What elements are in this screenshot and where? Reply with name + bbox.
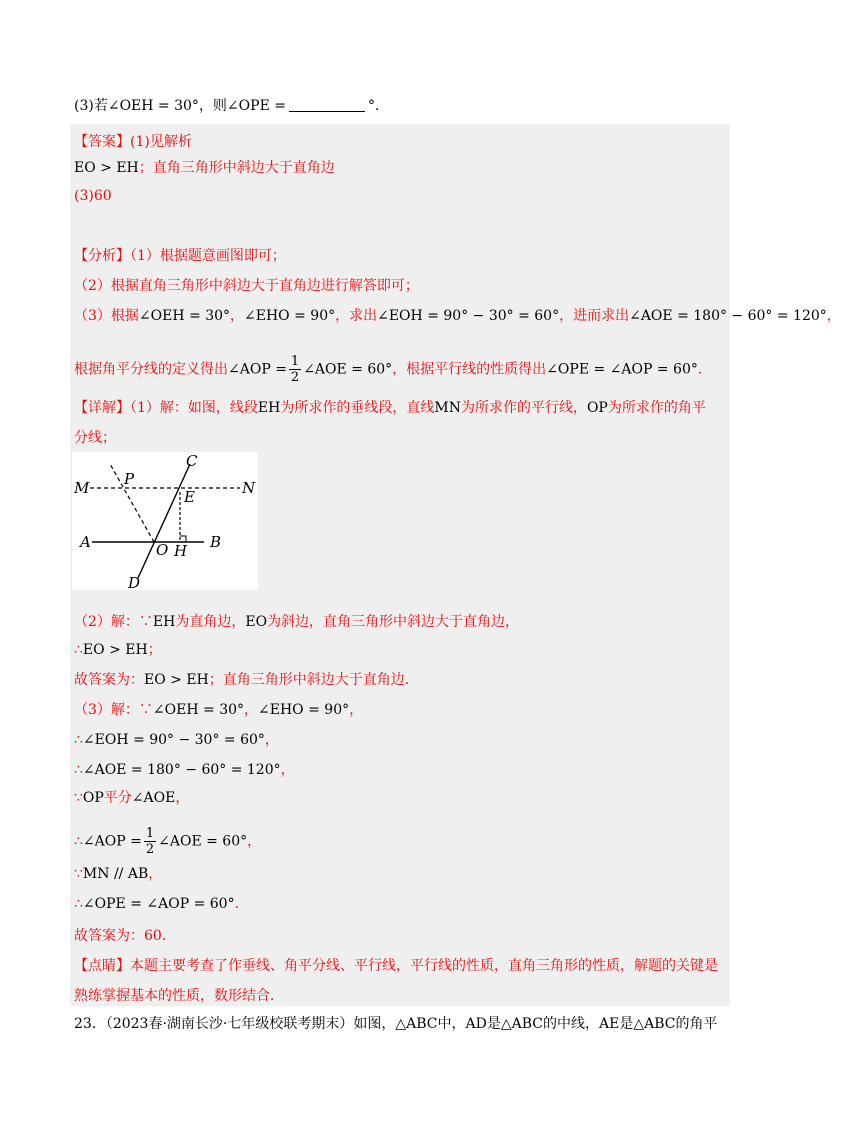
analysis-line-3: （3）根据∠OEH = 30°，∠EHO = 90°，求出∠EOH = 90° − 30° = 60°，进而求出∠AOE = 180° − 60° = 120°，: [74, 308, 841, 324]
detail-tag: 【详解】: [74, 400, 130, 416]
label-d: D: [128, 574, 141, 592]
question-part-3: (3)若∠OEH = 30°，则∠OPE = °．: [74, 98, 389, 114]
label-o: O: [156, 541, 169, 559]
detail-part3-line-6: ∵MN // AB，: [74, 866, 163, 882]
answer-line-2: EO > EH；直角三角形中斜边大于直角边: [74, 160, 335, 176]
detail-part2-line-1: （2）解：∵EH为直角边，EO为斜边，直角三角形中斜边大于直角边，: [74, 614, 520, 630]
label-m: M: [74, 479, 90, 497]
detail-line-1: 【详解】（1）解：如图，线段EH为所求作的垂线段，直线MN为所求作的平行线，OP为所求作的角平: [74, 400, 706, 416]
detail-part3-line-4: ∵OP平分∠AOE，: [74, 790, 190, 806]
detail-part3-line-1: （3）解：∵∠OEH = 30°，∠EHO = 90°，: [74, 702, 364, 718]
detail-part3-line-3: ∴∠AOE = 180° − 60° = 120°，: [74, 762, 295, 778]
comment-line-1: 【点睛】本题主要考查了作垂线、角平分线、平行线，平行线的性质，直角三角形的性质，解题的关键是: [74, 958, 718, 974]
geometry-figure: [72, 452, 258, 590]
line-cd: [138, 464, 190, 578]
analysis-tag: 【分析】: [74, 248, 130, 264]
label-b: B: [210, 533, 222, 551]
detail-part3-line-2: ∴∠EOH = 90° − 30° = 60°，: [74, 732, 279, 748]
answer-blank: [289, 97, 365, 112]
analysis-line-4: 根据角平分线的定义得出∠AOP = $\frac{1}{2}$ ∠AOE = 60°，根据平行线的性质得出∠OPE = ∠AOP = 60°．: [74, 354, 712, 385]
fraction-half: $\frac{1}{2}$: [145, 826, 155, 857]
label-a: A: [80, 533, 91, 551]
label-n: N: [242, 479, 256, 497]
answer-line-1: 【答案】(1)见解析: [74, 134, 192, 150]
detail-line-2: 分线；: [74, 430, 116, 446]
detail-part2-line-3: 故答案为：EO > EH；直角三角形中斜边大于直角边．: [74, 672, 419, 688]
comment-line-2: 熟练掌握基本的性质，数形结合．: [74, 988, 284, 1004]
question-23: 23．（2023春·湖南长沙·七年级校联考期末）如图，△ABC中，AD是△ABC的中线，AE是△ABC的角平: [74, 1016, 718, 1032]
analysis-line-2: （2）根据直角三角形中斜边大于直角边进行解答即可；: [74, 278, 419, 294]
analysis-line-1: 【分析】（1）根据题意画图即可；: [74, 248, 286, 264]
label-h: H: [174, 542, 188, 560]
detail-part3-line-8: 故答案为：60．: [74, 928, 176, 944]
answer-tag: 【答案】: [74, 134, 130, 150]
label-p: P: [124, 470, 135, 488]
geometry-diagram: [72, 452, 258, 590]
fraction-half: $\frac{1}{2}$: [290, 354, 300, 385]
label-c: C: [186, 452, 198, 470]
detail-part3-line-5: ∴∠AOP = $\frac{1}{2}$ ∠AOE = 60°，: [74, 826, 262, 857]
detail-part3-line-7: ∴∠OPE = ∠AOP = 60°．: [74, 896, 249, 912]
label-e: E: [184, 488, 195, 506]
answer-line-3: (3)60: [74, 188, 112, 204]
detail-part2-line-2: ∴EO > EH；: [74, 642, 162, 658]
comment-tag: 【点睛】: [74, 958, 130, 974]
